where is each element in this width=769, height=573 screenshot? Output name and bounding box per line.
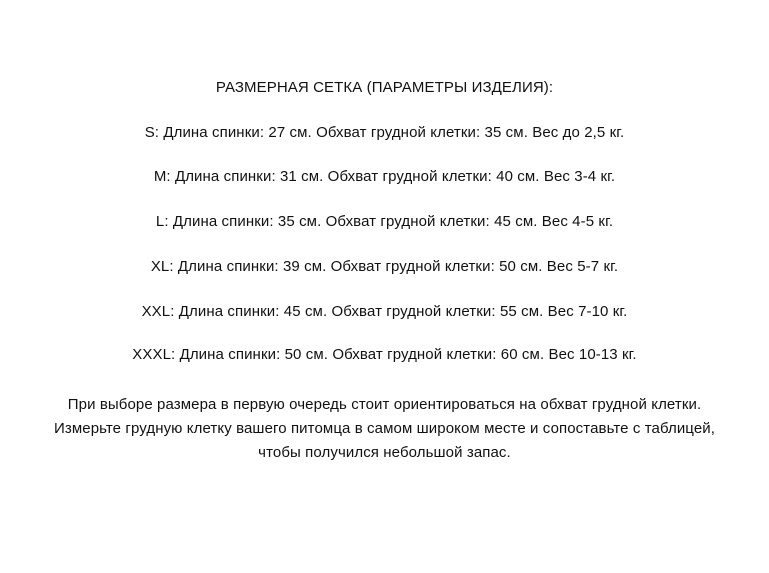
size-row-m: M: Длина спинки: 31 см. Обхват грудной клетки: 40 см. Вес 3-4 кг. (153, 168, 616, 185)
sizing-advice-line-3: чтобы получился небольшой запас. (258, 444, 511, 461)
size-row-s: S: Длина спинки: 27 см. Обхват грудной клетки: 35 см. Вес до 2,5 кг. (144, 124, 625, 141)
size-row-l: L: Длина спинки: 35 см. Обхват грудной клетки: 45 см. Вес 4-5 кг. (155, 213, 614, 230)
size-row-xxl: XXL: Длина спинки: 45 см. Обхват грудной клетки: 55 см. Вес 7-10 кг. (141, 303, 628, 320)
size-row-xl: XL: Длина спинки: 39 см. Обхват грудной клетки: 50 см. Вес 5-7 кг. (150, 258, 619, 275)
size-chart-title: РАЗМЕРНАЯ СЕТКА (ПАРАМЕТРЫ ИЗДЕЛИЯ): (215, 79, 554, 96)
sizing-advice (0, 393, 769, 465)
size-row-xxxl: XXXL: Длина спинки: 50 см. Обхват грудной клетки: 60 см. Вес 10-13 кг. (132, 346, 637, 363)
sizing-advice-line-1: При выборе размера в первую очередь стоит ориентироваться на обхват грудной клетки. (67, 396, 702, 413)
sizing-advice-line-2: Измерьте грудную клетку вашего питомца в самом широком месте и сопоставьте с таблицей, (53, 420, 716, 437)
